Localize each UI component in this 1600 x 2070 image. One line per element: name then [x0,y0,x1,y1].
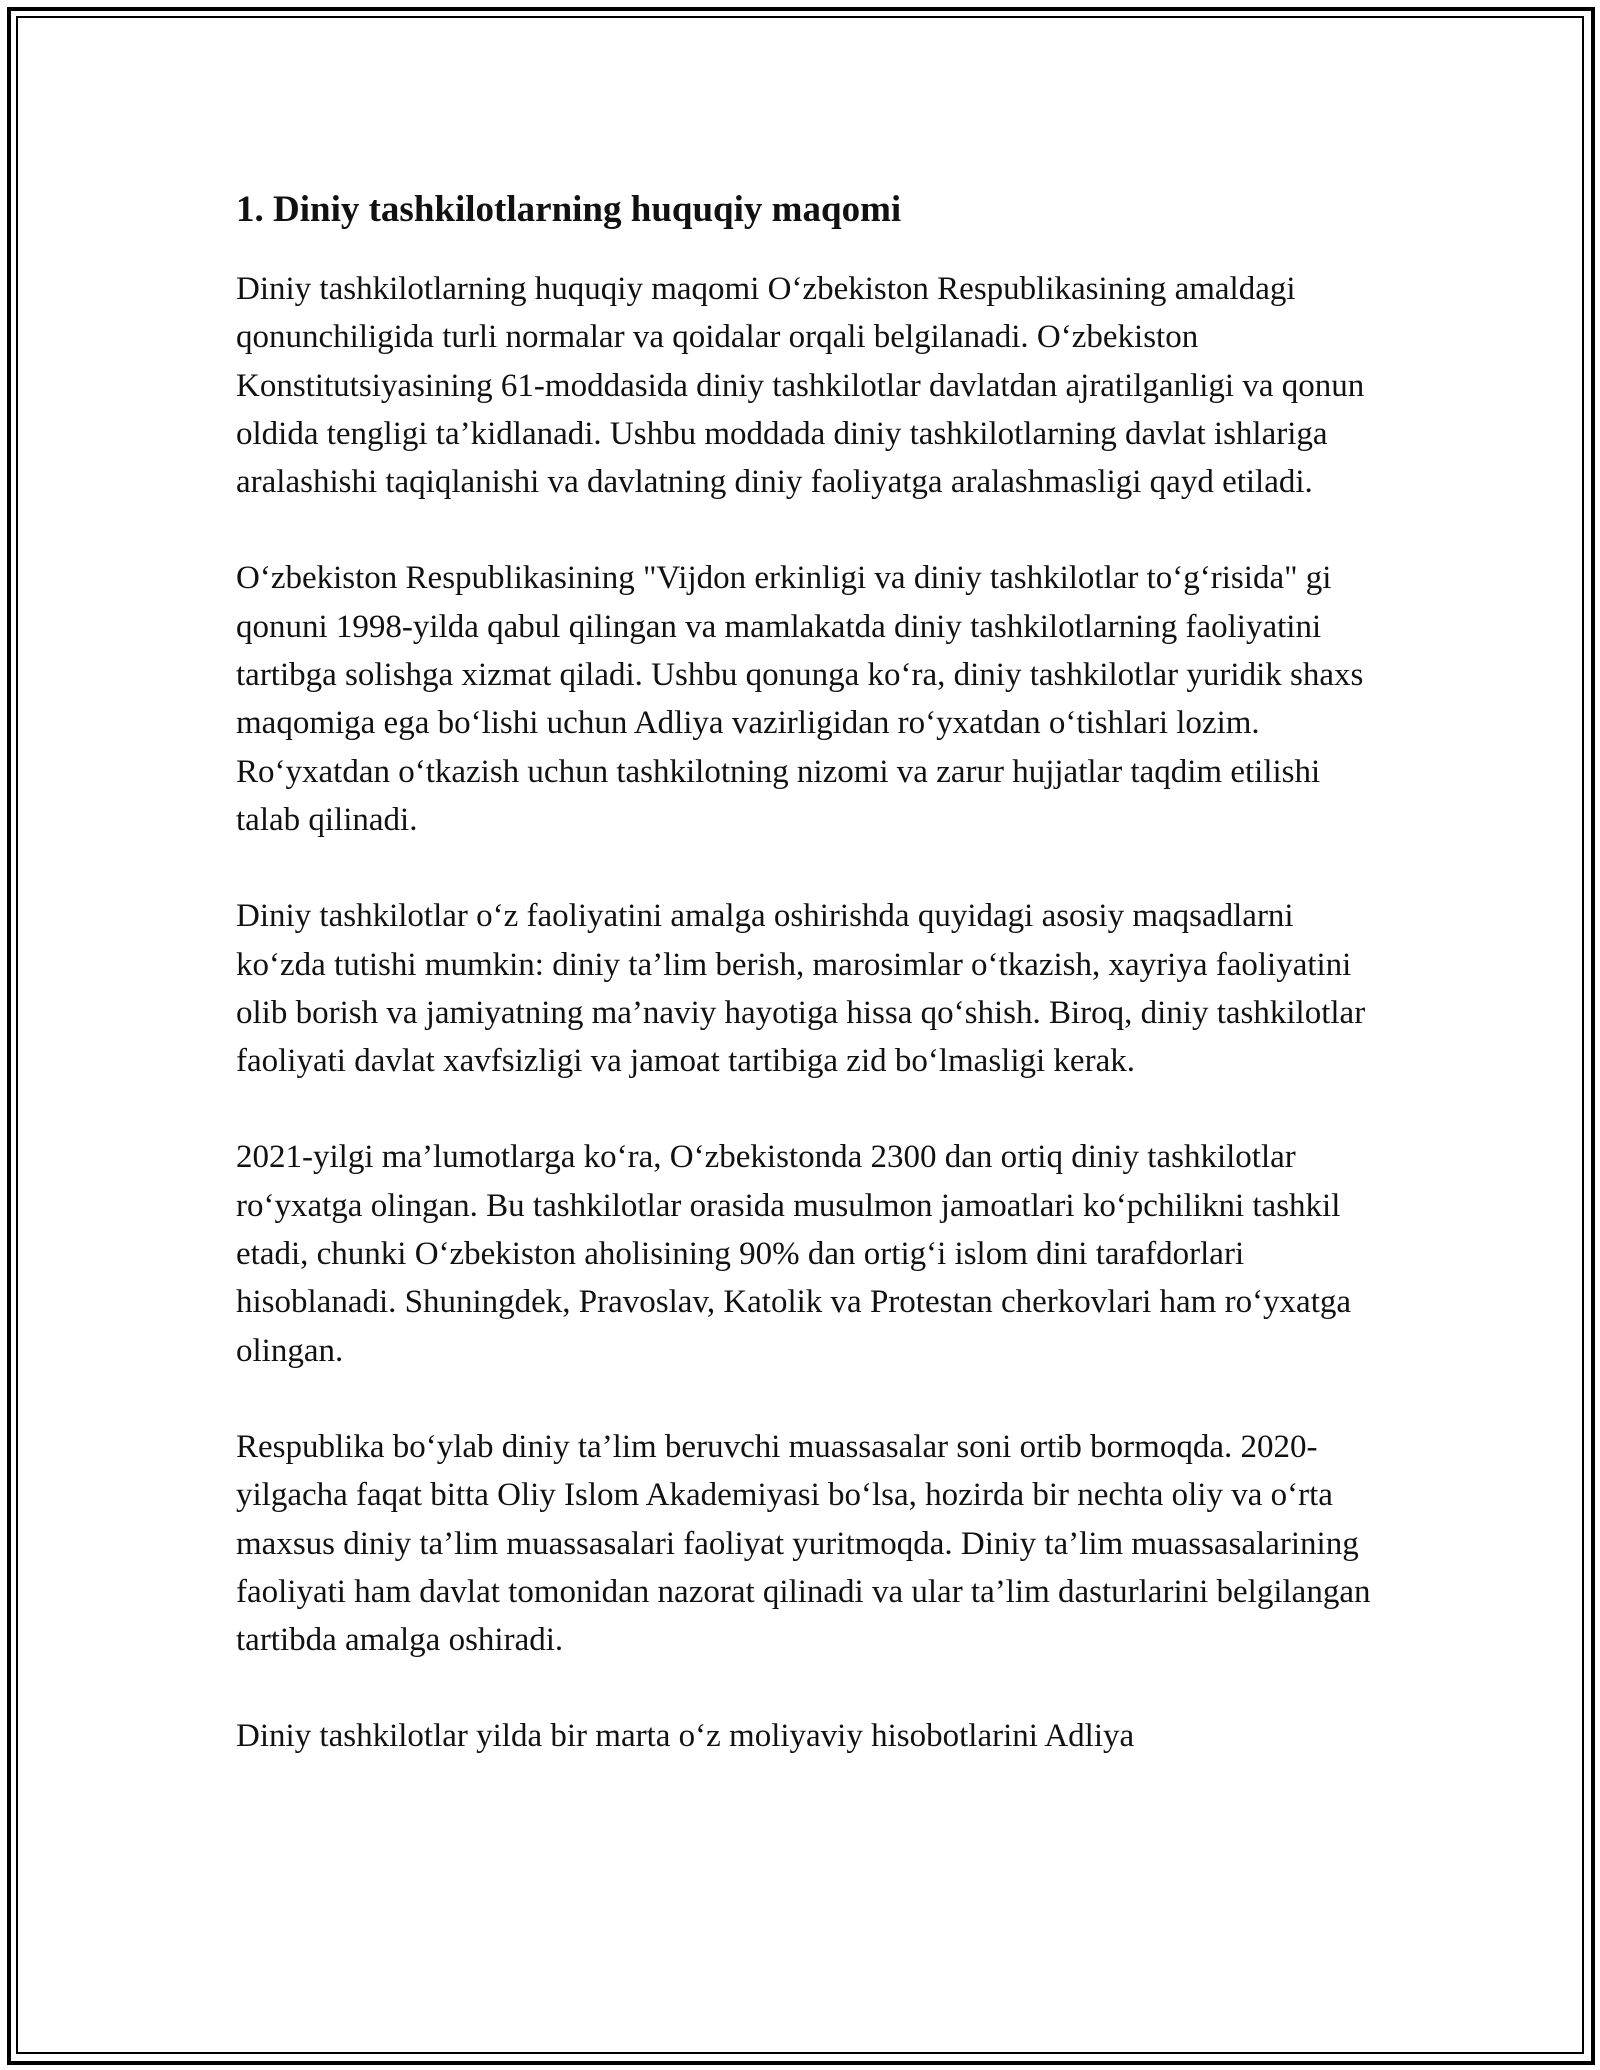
paragraph-financial-reports: Diniy tashkilotlar yilda bir marta o‘z moliyaviy hisobotlarini Adliya [236,1718,1135,1755]
paragraph-conscience-law: O‘zbekiston Respublikasining "Vijdon erkinligi va diniy tashkilotlar to‘g‘risida" gi qonuni 1998-yilda qabul qilingan va mamlakatda diniy tashkilotlarning faoliyatini tartibga solishga xizmat qiladi. Ushbu qonunga ko‘ra, diniy tashkilotlar yuridik shaxs maqomiga ega bo‘lishi uchun Adliya vazirligidan ro‘yxatdan o‘tishlari lozim. Ro‘yxatdan o‘tkazish uchun tashkilotning nizomi va zarur hujjatlar taqdim etilishi talab qilinadi. [236,560,1364,838]
paragraph-statistics: 2021-yilgi ma’lumotlarga ko‘ra, O‘zbekistonda 2300 dan ortiq diniy tashkilotlar ro‘yxatga olingan. Bu tashkilotlar orasida musulmon jamoatlari ko‘pchilikni tashkil etadi, chunki O‘zbekiston aholisining 90% dan ortig‘i islom dini tarafdorlari hisoblanadi. Shuningdek, Pravoslav, Katolik va Protestan cherkovlari ham ro‘yxatga olingan. [236,1139,1352,1369]
paragraph-legal-status: Diniy tashkilotlarning huquqiy maqomi O‘zbekiston Respublikasining amaldagi qonunchiligida turli normalar va qoidalar orqali belgilanadi. O‘zbekiston Konstitutsiyasining 61-moddasida diniy tashkilotlar davlatdan ajratilganligi va qonun oldida tengligi ta’kidlanadi. Ushbu moddada diniy tashkilotlarning davlat ishlariga aralashishi taqiqlanishi va davlatning diniy faoliyatga aralashmasligi qayd etiladi. [236,271,1365,501]
paragraph-religious-education: Respublika bo‘ylab diniy ta’lim beruvchi muassasalar soni ortib bormoqda. 2020-yilgacha faqat bitta Oliy Islom Akademiyasi bo‘lsa, hozirda bir nechta oliy va o‘rta maxsus diniy ta’lim muassasalari faoliyat yuritmoqda. Diniy ta’lim muassasalarining faoliyati ham davlat tomonidan nazorat qilinadi va ular ta’lim dasturlarini belgilangan tartibda amalga oshiradi. [236,1428,1371,1659]
paragraph-activity-goals: Diniy tashkilotlar o‘z faoliyatini amalga oshirishda quyidagi asosiy maqsadlarni ko‘zda tutishi mumkin: diniy ta’lim berish, marosimlar o‘tkazish, xayriya faoliyatini olib borish va jamiyatning ma’naviy hayotiga hissa qo‘shish. Biroq, diniy tashkilotlar faoliyati davlat xavfsizligi va jamoat tartibiga zid bo‘lmasligi kerak. [236,898,1366,1080]
section-heading: 1. Diniy tashkilotlarning huquqiy maqomi [236,189,902,230]
document-body [236,186,1386,1809]
